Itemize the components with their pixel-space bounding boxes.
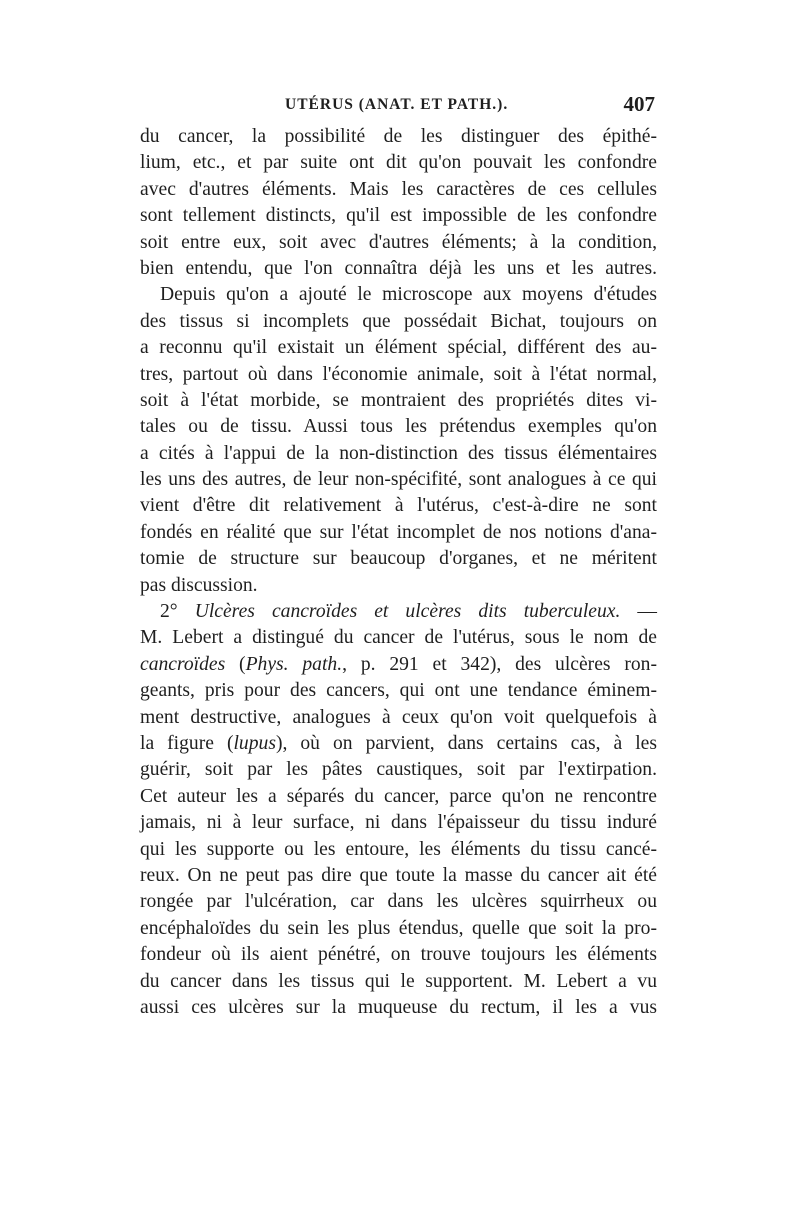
text-fragment: , p. 291 et 342), des ulcères ron- xyxy=(342,653,657,675)
text-line: guérir, soit par les pâtes caustiques, soit par l'extirpation. xyxy=(140,759,657,781)
text-line: a cités à l'appui de la non-distinction des tissus élémentaires xyxy=(140,442,657,464)
text-line: Cet auteur les a séparés du cancer, parce qu'on ne rencontre xyxy=(140,785,657,807)
text-line: Depuis qu'on a ajouté le microscope aux moyens d'études xyxy=(160,284,657,306)
text-line: des tissus si incomplets que possédait Bichat, toujours on xyxy=(140,310,657,332)
text-line: fondeur où ils aient pénétré, on trouve toujours les éléments xyxy=(140,944,657,966)
text-line: reux. On ne peut pas dire que toute la masse du cancer ait été xyxy=(140,864,657,886)
text-line: du cancer dans les tissus qui le supportent. M. Lebert a vu xyxy=(140,970,657,992)
text-line: soit entre eux, soit avec d'autres éléments; à la condition, xyxy=(140,231,657,253)
text-line: soit à l'état morbide, se montraient des propriétés dites vi- xyxy=(140,389,657,411)
text-line: bien entendu, que l'on connaîtra déjà les uns et les autres. xyxy=(140,257,657,279)
text-line: qui les supporte ou les entoure, les éléments du tissu cancé- xyxy=(140,838,657,860)
running-title: UTÉRUS (ANAT. ET PATH.). xyxy=(285,96,509,113)
text-line: lium, etc., et par suite ont dit qu'on pouvait les confondre xyxy=(140,152,657,174)
text-fragment: ), où on parvient, dans certains cas, à les xyxy=(275,732,657,754)
text-line: rongée par l'ulcération, car dans les ulcères squirrheux ou xyxy=(140,891,657,913)
section-number: 2° xyxy=(160,601,195,623)
italic-term: lupus xyxy=(233,732,276,754)
text-line xyxy=(140,731,657,757)
text-line: ment destructive, analogues à ceux qu'on voit quelquefois à xyxy=(140,706,657,728)
text-line: sont tellement distincts, qu'il est impossible de les confondre xyxy=(140,205,657,227)
text-line xyxy=(140,652,657,678)
text-fragment: la figure ( xyxy=(140,732,234,754)
text-line: tres, partout où dans l'économie animale, soit à l'état normal, xyxy=(140,363,657,385)
text-line: a reconnu qu'il existait un élément spécial, différent des au- xyxy=(140,337,657,359)
page-number: 407 xyxy=(623,92,655,116)
body-text xyxy=(140,124,657,1021)
text-line: aussi ces ulcères sur la muqueuse du rectum, il les a vus xyxy=(140,996,657,1018)
text-fragment: ( xyxy=(225,653,246,675)
text-line: vient d'être dit relativement à l'utérus, c'est-à-dire ne sont xyxy=(140,495,657,517)
italic-term: cancroïdes xyxy=(140,653,226,675)
section-title: Ulcères cancroïdes et ulcères dits tuberculeux. xyxy=(194,601,621,623)
text-line: avec d'autres éléments. Mais les caractères de ces cellules xyxy=(140,178,657,200)
text-line: tales ou de tissu. Aussi tous les prétendus exemples qu'on xyxy=(140,416,657,438)
section-heading-line xyxy=(140,599,657,625)
text-line: encéphaloïdes du sein les plus étendus, quelle que soit la pro- xyxy=(140,917,657,939)
text-line: du cancer, la possibilité de les distinguer des épithé- xyxy=(140,126,657,147)
italic-citation: Phys. path. xyxy=(245,653,343,675)
text-line: tomie de structure sur beaucoup d'organes, et ne méritent xyxy=(140,548,657,570)
text-line: pas discussion. xyxy=(140,574,258,596)
section-dash: — xyxy=(620,601,658,623)
text-line: les uns des autres, de leur non-spécifité, sont analogues à ce qui xyxy=(140,469,657,491)
text-line: geants, pris pour des cancers, qui ont une tendance éminem- xyxy=(140,680,657,702)
text-line: fondés en réalité que sur l'état incomplet de nos notions d'ana- xyxy=(140,521,657,543)
text-line: jamais, ni à leur surface, ni dans l'épaisseur du tissu induré xyxy=(140,812,657,834)
text-line: M. Lebert a distingué du cancer de l'utérus, sous le nom de xyxy=(140,627,657,649)
running-head xyxy=(140,92,655,122)
